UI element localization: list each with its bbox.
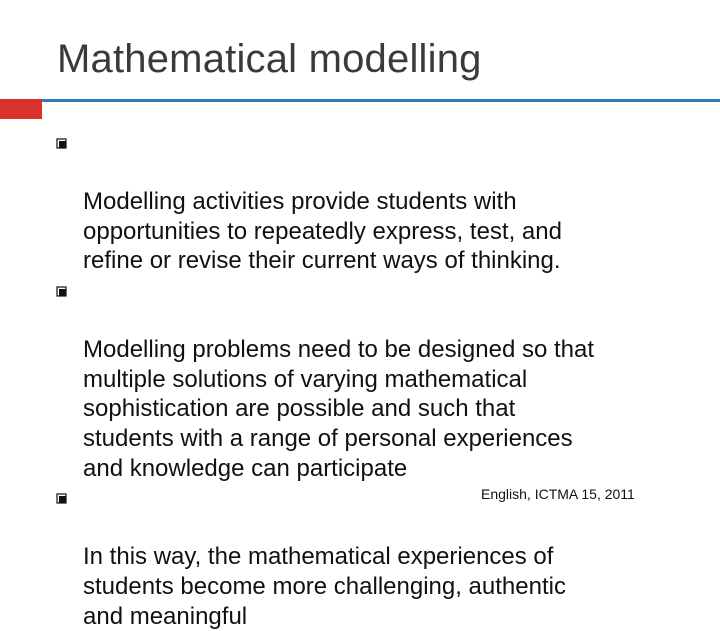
bullet-text: Modelling problems need to be designed so that multiple solutions of varying mathematical sophistication are possible and such that students with a range of personal experiences and knowledge can participate: [83, 336, 595, 482]
title-divider: [42, 99, 720, 102]
slide-title: Mathematical modelling: [57, 37, 482, 81]
title-accent-block: [0, 99, 42, 119]
bullet-item: [52, 483, 692, 631]
square-bullet-icon: [56, 493, 68, 505]
bullet-text: Modelling activities provide students with opportunities to repeatedly express, test, and refine or revise their current ways of thinking.: [83, 188, 562, 275]
bullet-item: [52, 128, 692, 276]
square-bullet-icon: [56, 286, 68, 298]
bullet-list: [52, 128, 692, 631]
square-bullet-icon: [56, 138, 68, 150]
citation: English, ICTMA 15, 2011: [481, 486, 635, 502]
bullet-item: [52, 276, 692, 483]
bullet-text: In this way, the mathematical experiences of students become more challenging, authentic and meaningful: [83, 543, 566, 630]
